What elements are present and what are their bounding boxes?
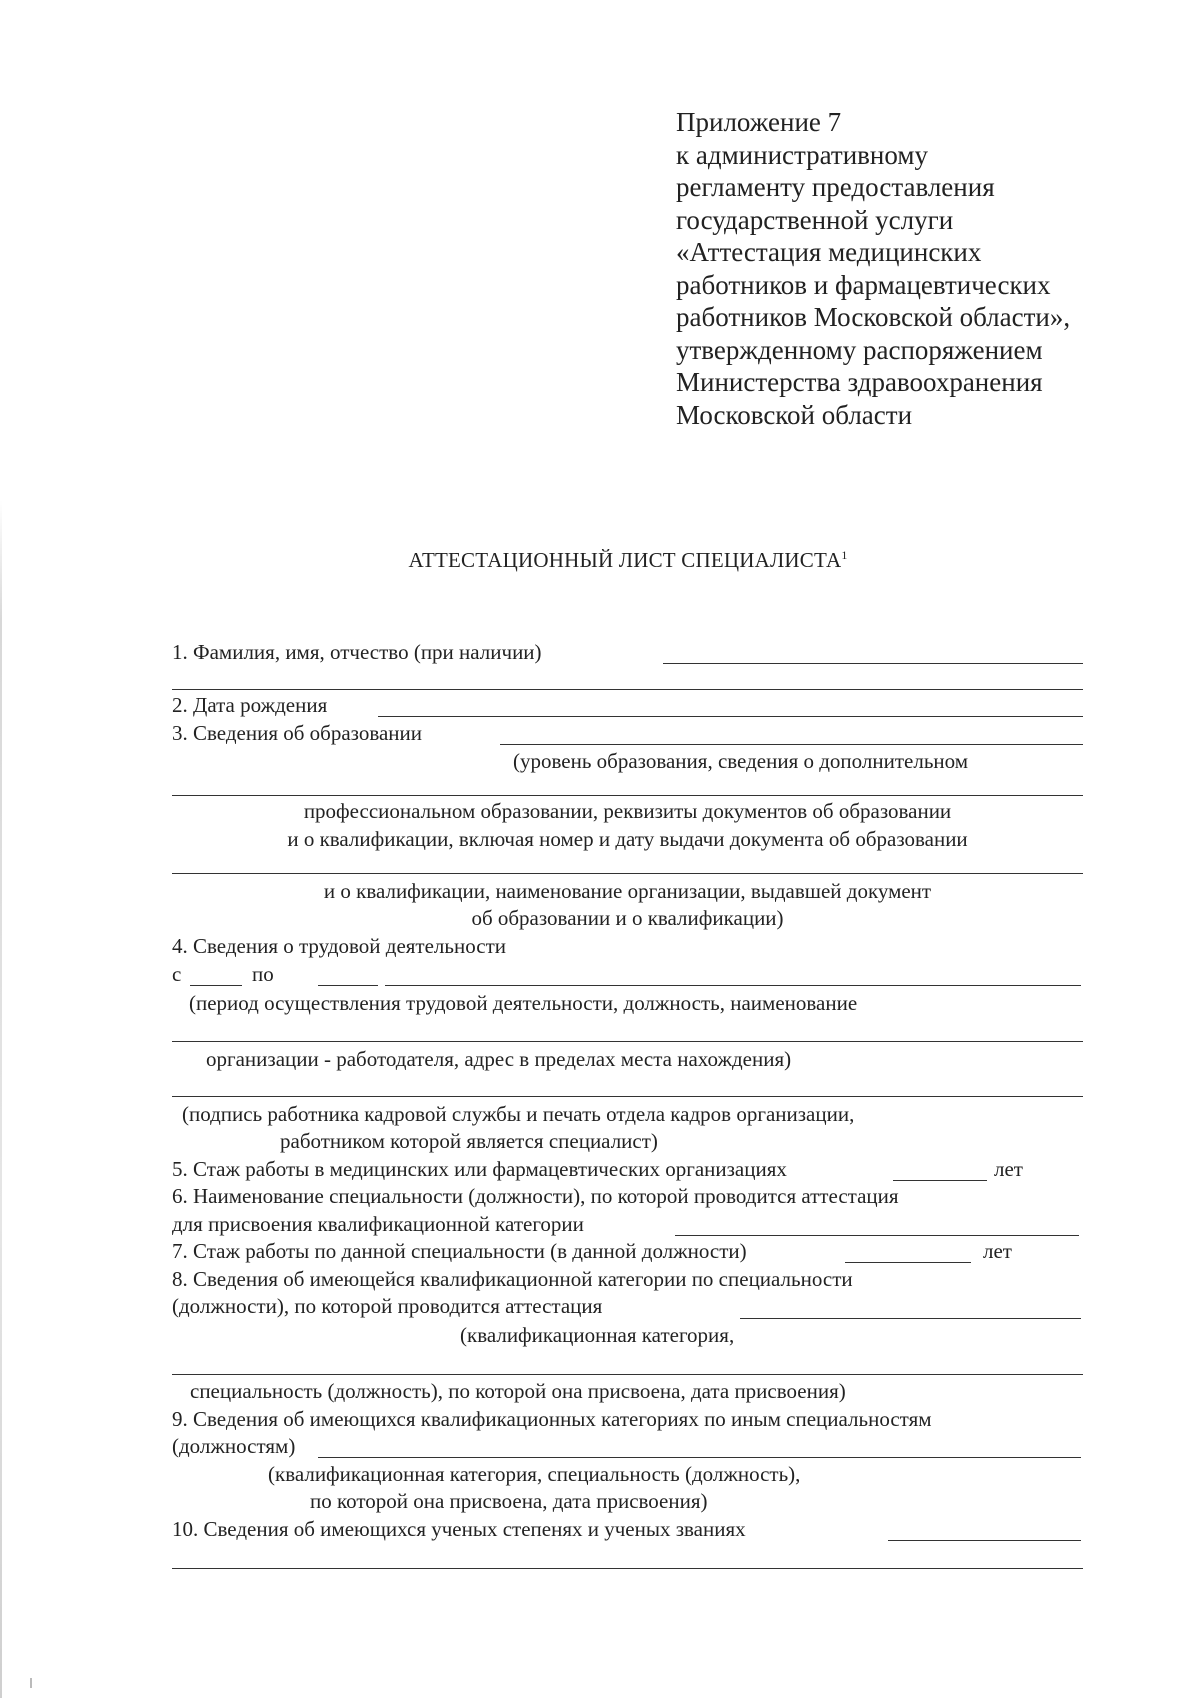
item8-label: (должности), по которой проводится аттестация: [172, 1294, 603, 1318]
item7-field[interactable]: [845, 1262, 971, 1263]
item3-field-line3[interactable]: [172, 873, 1083, 874]
item1-field-line2[interactable]: [172, 689, 1083, 690]
appendix-line: «Аттестация медицинских: [676, 237, 982, 267]
item2-label: 2. Дата рождения: [172, 693, 328, 717]
scan-edge-shadow: [0, 500, 2, 1698]
scan-artifact: [30, 1678, 32, 1688]
item9-label: (должностям): [172, 1434, 296, 1458]
item4-from-field[interactable]: [190, 985, 242, 986]
item3-hint: об образовании и о квалификации): [471, 906, 784, 930]
item7-label: 7. Стаж работы по данной специальности (в данной должности): [172, 1239, 747, 1263]
item10-label: 10. Сведения об имеющихся ученых степенях и ученых званиях: [172, 1517, 746, 1541]
item4-position-field[interactable]: [385, 985, 1081, 986]
item8-hint: (квалификационная категория,: [460, 1323, 735, 1347]
item10-field[interactable]: [888, 1540, 1081, 1541]
appendix-line: Приложение 7: [676, 107, 842, 137]
item5-label: 5. Стаж работы в медицинских или фармацевтических организациях: [172, 1157, 787, 1181]
item6-label: для присвоения квалификационной категории: [172, 1212, 584, 1236]
item4-label: 4. Сведения о трудовой деятельности: [172, 934, 506, 958]
item4-to-label: по: [252, 962, 274, 986]
item3-hint: профессиональном образовании, реквизиты документов об образовании: [303, 799, 952, 823]
item4-hint: (подпись работника кадровой службы и печать отдела кадров организации,: [182, 1102, 855, 1126]
item8-label: 8. Сведения об имеющейся квалификационной категории по специальности: [172, 1267, 853, 1291]
years-unit: лет: [983, 1239, 1012, 1263]
appendix-line: государственной услуги: [676, 204, 954, 235]
item4-hint: (период осуществления трудовой деятельности, должность, наименование: [189, 991, 858, 1015]
title-footnote-mark: 1: [841, 548, 848, 562]
item5-field[interactable]: [893, 1180, 987, 1181]
item10-field-line2[interactable]: [172, 1568, 1083, 1569]
item3-hint: и о квалификации, наименование организации, выдавшей документ: [323, 879, 932, 903]
item4-from-label: с: [172, 962, 182, 986]
item4-hint: работником которой является специалист): [280, 1129, 658, 1153]
appendix-line: работников и фармацевтических: [676, 269, 1051, 300]
item3-field-line2[interactable]: [172, 795, 1083, 796]
appendix-line: Министерства здравоохранения: [676, 367, 1043, 397]
item4-field-line2[interactable]: [172, 1041, 1083, 1042]
item9-hint: по которой она присвоена, дата присвоения): [310, 1489, 708, 1513]
item1-field[interactable]: [663, 663, 1083, 664]
item9-field[interactable]: [318, 1457, 1081, 1458]
item3-hint: (уровень образования, сведения о дополнительном: [513, 749, 969, 773]
item4-signature-field[interactable]: [172, 1096, 1083, 1097]
document-title: [0, 548, 1200, 573]
item3-label: 3. Сведения об образовании: [172, 721, 423, 745]
item9-label: 9. Сведения об имеющихся квалификационных категориях по иным специальностям: [172, 1407, 932, 1431]
appendix-header: [676, 106, 1116, 431]
appendix-line: утвержденному распоряжением: [676, 334, 1043, 365]
item6-label: 6. Наименование специальности (должности), по которой проводится аттестация: [172, 1184, 899, 1208]
item1-label: 1. Фамилия, имя, отчество (при наличии): [172, 640, 542, 664]
item8-field-line2[interactable]: [172, 1374, 1083, 1375]
item3-field[interactable]: [500, 744, 1083, 745]
item4-to-field[interactable]: [318, 985, 378, 986]
appendix-line: Московской области: [676, 399, 913, 430]
title-text: АТТЕСТАЦИОННЫЙ ЛИСТ СПЕЦИАЛИСТА: [408, 548, 842, 572]
appendix-line: регламенту предоставления: [676, 172, 995, 202]
appendix-line: к административному: [676, 139, 928, 170]
item3-hint: и о квалификации, включая номер и дату выдачи документа об образовании: [287, 827, 968, 851]
years-unit: лет: [994, 1157, 1023, 1181]
item4-hint: организации - работодателя, адрес в пределах места нахождения): [206, 1047, 792, 1071]
item6-field[interactable]: [675, 1235, 1079, 1236]
item8-field[interactable]: [740, 1318, 1081, 1319]
item9-hint: (квалификационная категория, специальность (должность),: [268, 1462, 801, 1486]
item8-hint: специальность (должность), по которой она присвоена, дата присвоения): [190, 1379, 846, 1403]
item2-field[interactable]: [378, 716, 1083, 717]
appendix-line: работников Московской области»,: [676, 302, 1071, 332]
